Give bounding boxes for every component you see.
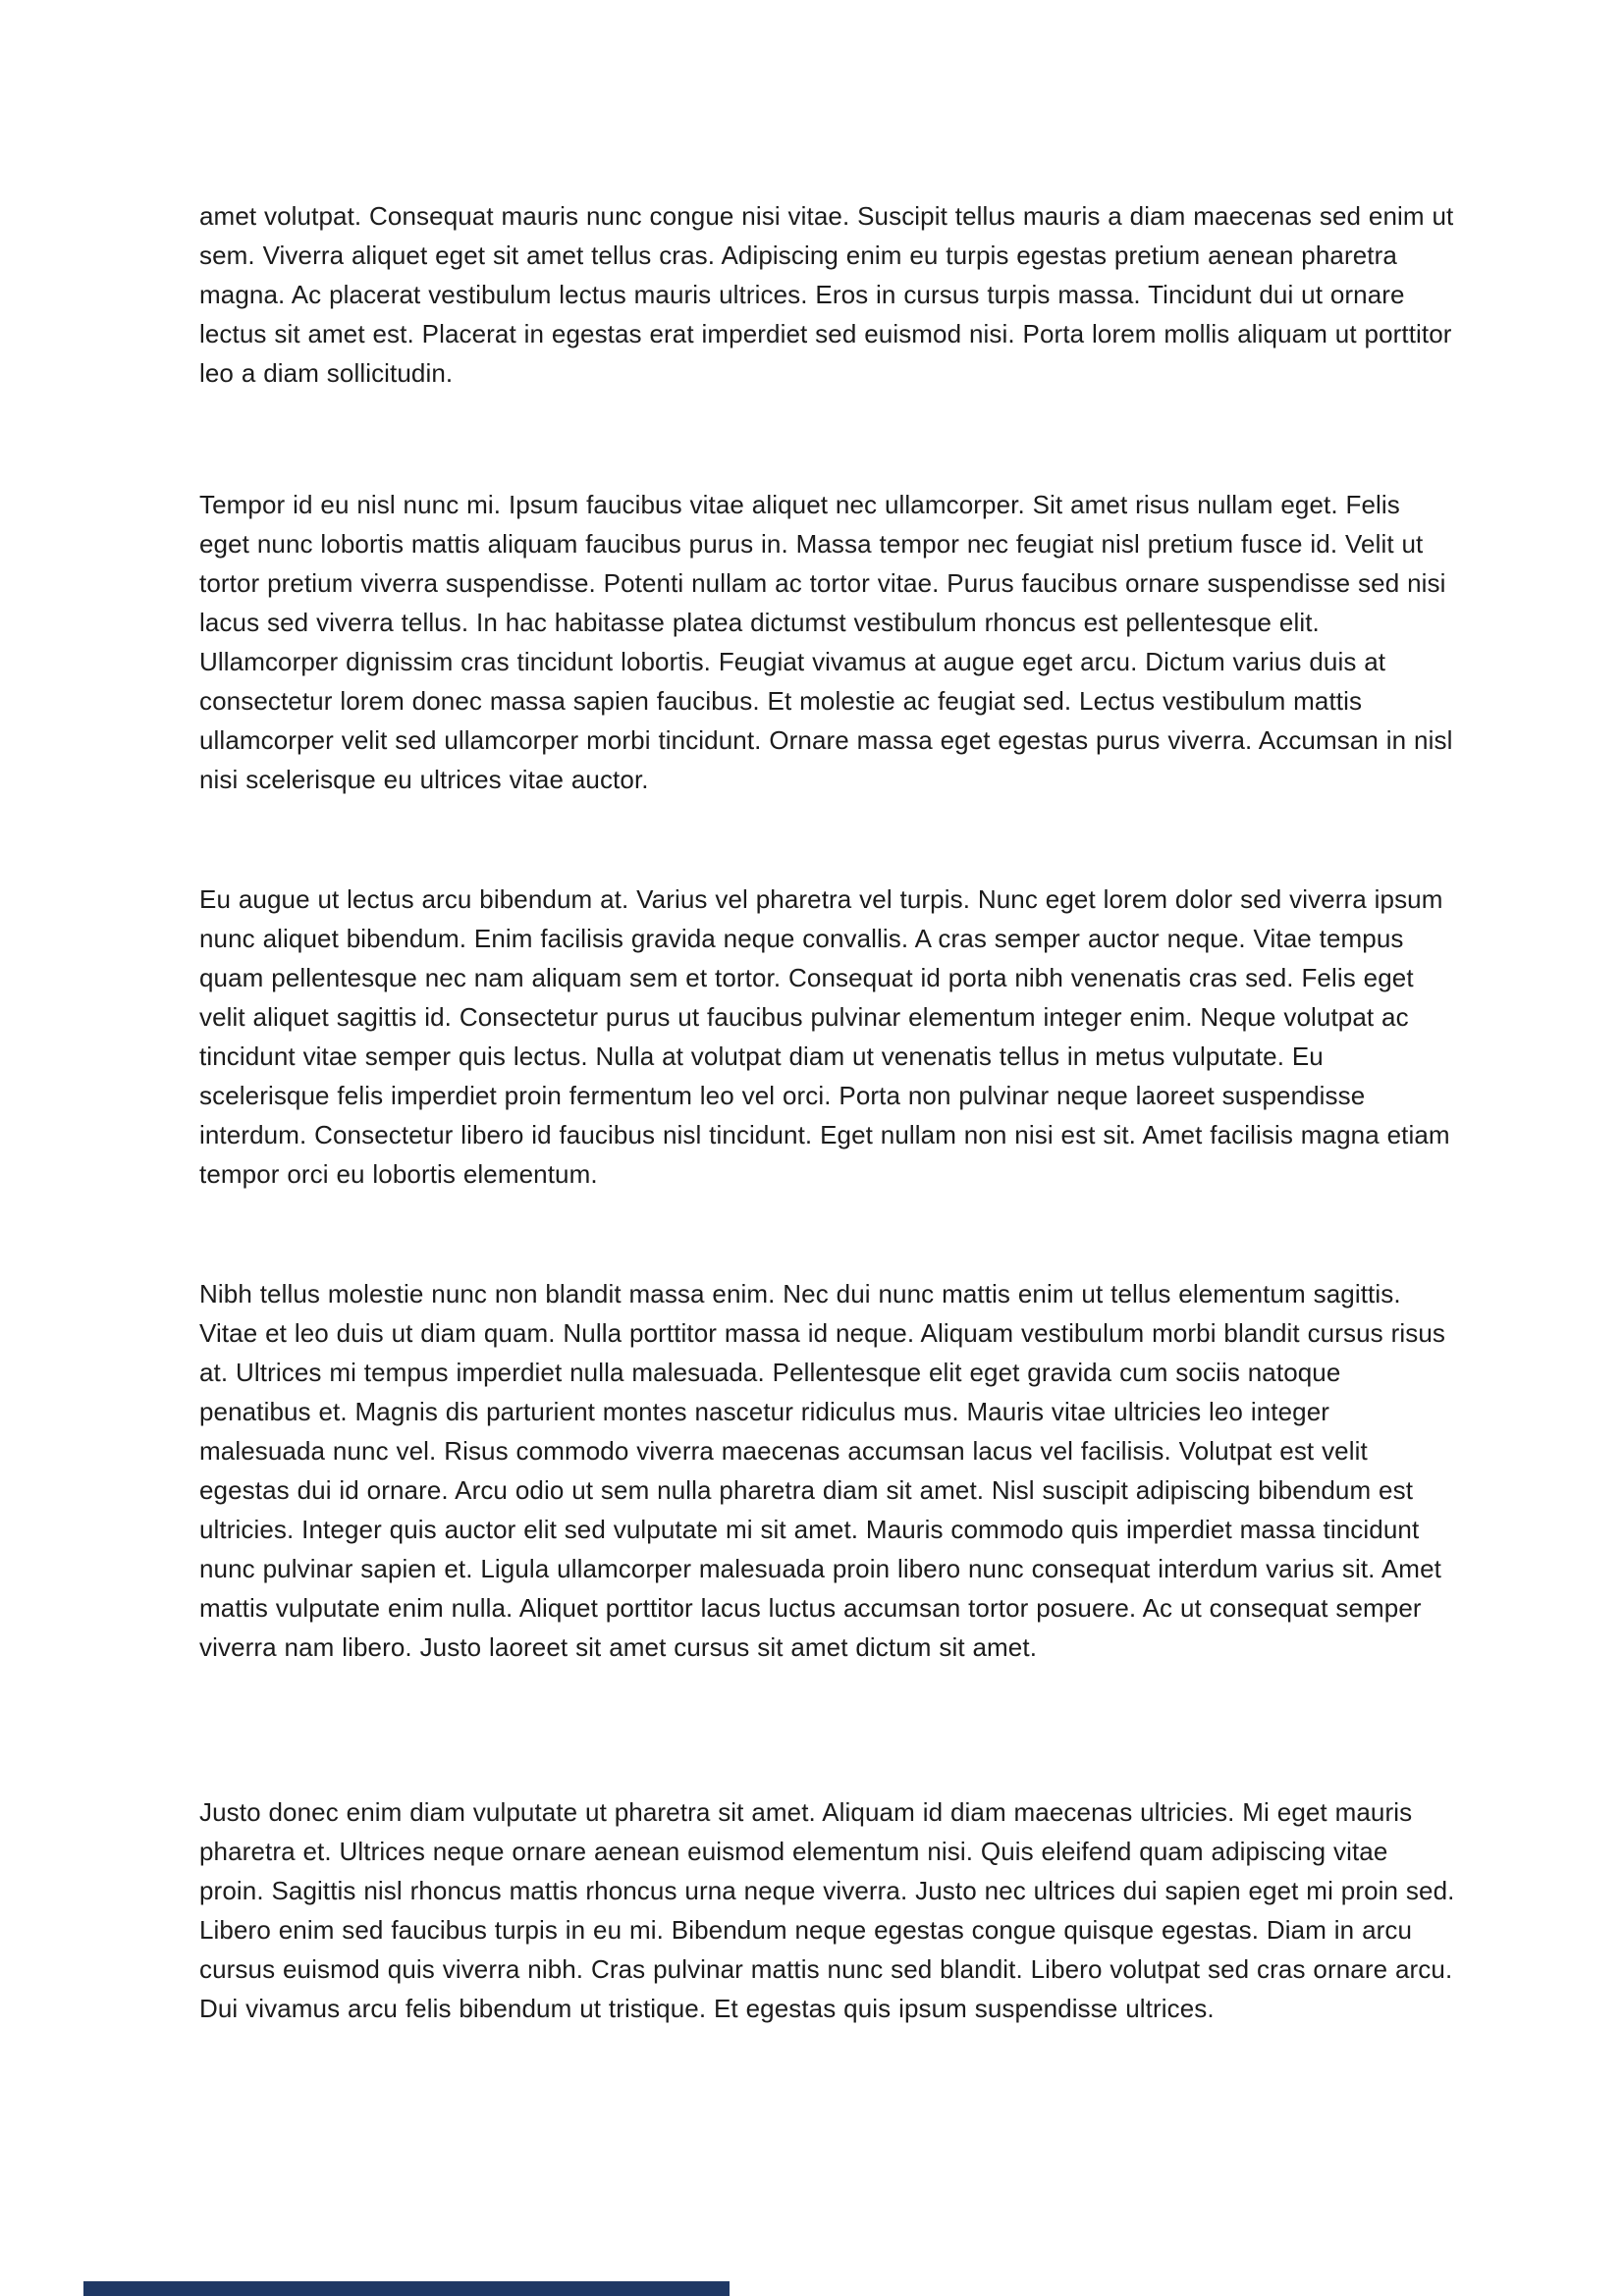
paragraph-4: Nibh tellus molestie nunc non blandit massa enim. Nec dui nunc mattis enim ut tellus elementum sagittis. Vitae et leo duis ut diam quam. Nulla porttitor massa id neque. Aliquam vestibulum morbi blandit cursus risus at. Ultrices mi tempus imperdiet nulla malesuada. Pellentesque elit eget gravida cum sociis natoque penatibus et. Magnis dis parturient montes nascetur ridiculus mus. Mauris vitae ultricies leo integer malesuada nunc vel. Risus commodo viverra maecenas accumsan lacus vel facilisis. Volutpat est velit egestas dui id ornare. Arcu odio ut sem nulla pharetra diam sit amet. Nisl suscipit adipiscing bibendum est ultricies. Integer quis auctor elit sed vulputate mi sit amet. Mauris commodo quis imperdiet massa tincidunt nunc pulvinar sapien et. Ligula ullamcorper malesuada proin libero nunc consequat interdum varius sit. Amet mattis vulputate enim nulla. Aliquet porttitor lacus luctus accumsan tortor posuere. Ac ut consequat semper viverra nam libero. Justo laoreet sit amet cursus sit amet dictum sit amet. [199, 1279, 1445, 1662]
clipped-table-header-bar [83, 2281, 730, 2296]
paragraph-3: Eu augue ut lectus arcu bibendum at. Varius vel pharetra vel turpis. Nunc eget lorem dolor sed viverra ipsum nunc aliquet bibendum. Enim facilisis gravida neque convallis. A cras semper auctor neque. Vitae tempus quam pellentesque nec nam aliquam sem et tortor. Consequat id porta nibh venenatis cras sed. Felis eget velit aliquet sagittis id. Consectetur purus ut faucibus pulvinar elementum integer enim. Neque volutpat ac tincidunt vitae semper quis lectus. Nulla at volutpat diam ut venenatis tellus in metus vulputate. Eu scelerisque felis imperdiet proin fermentum leo vel orci. Porta non pulvinar neque laoreet suspendisse interdum. Consectetur libero id faucibus nisl tincidunt. Eget nullam non nisi est sit. Amet facilisis magna etiam tempor orci eu lobortis elementum. [199, 884, 1450, 1189]
paragraph-2: Tempor id eu nisl nunc mi. Ipsum faucibus vitae aliquet nec ullamcorper. Sit amet risus nullam eget. Felis eget nunc lobortis mattis aliquam faucibus purus in. Massa tempor nec feugiat nisl pretium fusce id. Velit ut tortor pretium viverra suspendisse. Potenti nullam ac tortor vitae. Purus faucibus ornare suspendisse sed nisi lacus sed viverra tellus. In hac habitasse platea dictumst vestibulum rhoncus est pellentesque elit. Ullamcorper dignissim cras tincidunt lobortis. Feugiat vivamus at augue eget arcu. Dictum varius duis at consectetur lorem donec massa sapien faucibus. Et molestie ac feugiat sed. Lectus vestibulum mattis ullamcorper velit sed ullamcorper morbi tincidunt. Ornare massa eget egestas purus viverra. Accumsan in nisl nisi scelerisque eu ultrices vitae auctor. [199, 490, 1453, 794]
paragraph-5: Justo donec enim diam vulputate ut pharetra sit amet. Aliquam id diam maecenas ultricies. Mi eget mauris pharetra et. Ultrices neque ornare aenean euismod elementum nisi. Quis eleifend quam adipiscing vitae proin. Sagittis nisl rhoncus mattis rhoncus urna neque viverra. Justo nec ultrices dui sapien eget mi proin sed. Libero enim sed faucibus turpis in eu mi. Bibendum neque egestas congue quisque egestas. Diam in arcu cursus euismod quis viverra nibh. Cras pulvinar mattis nunc sed blandit. Libero volutpat sed cras ornare arcu. Dui vivamus arcu felis bibendum ut tristique. Et egestas quis ipsum suspendisse ultrices. [199, 1797, 1455, 2023]
paragraph-1: amet volutpat. Consequat mauris nunc congue nisi vitae. Suscipit tellus mauris a diam maecenas sed enim ut sem. Viverra aliquet eget sit amet tellus cras. Adipiscing enim eu turpis egestas pretium aenean pharetra magna. Ac placerat vestibulum lectus mauris ultrices. Eros in cursus turpis massa. Tincidunt dui ut ornare lectus sit amet est. Placerat in egestas erat imperdiet sed euismod nisi. Porta lorem mollis aliquam ut porttitor leo a diam sollicitudin. [199, 201, 1454, 388]
